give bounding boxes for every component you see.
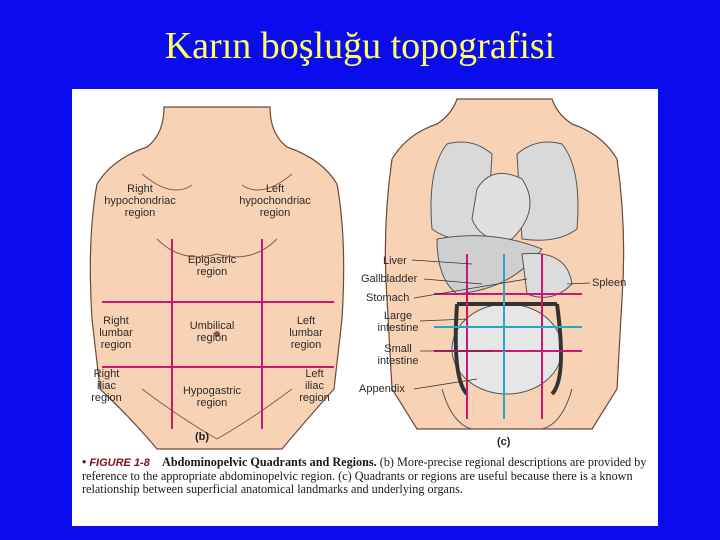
caption-figure-title: Abdominopelvic Quadrants and Regions. xyxy=(162,455,377,469)
anatomy-figure xyxy=(72,89,658,526)
caption-bullet: • xyxy=(82,455,87,469)
label-gallbladder: Gallbladder xyxy=(361,273,418,285)
label-epigastric: Epigastric region xyxy=(187,254,237,278)
label-right-iliac: Right iliac region xyxy=(91,368,122,404)
subfigure-b-label: (b) xyxy=(195,431,210,443)
label-small-intestine: Small intestine xyxy=(377,343,419,367)
figure-caption xyxy=(82,456,650,496)
label-hypogastric: Hypogastric region xyxy=(182,385,242,409)
label-spleen: Spleen xyxy=(592,277,627,289)
caption-text: (b) More-precise regional descriptions are provided by reference to the appropriate abdominopelvic region. (c) Quadrants or regions are useful because there is a known relationship between superficial anatomical landmarks and underlying organs. xyxy=(82,455,647,496)
subfigure-c-label: (c) xyxy=(497,436,511,448)
torso-c-illustration xyxy=(385,99,623,429)
label-right-hypochondriac: Right hypochondriac region xyxy=(104,183,176,219)
label-appendix: Appendix xyxy=(359,383,405,395)
label-right-lumbar: Right lumbar region xyxy=(99,315,133,351)
label-stomach: Stomach xyxy=(366,292,410,304)
label-left-lumbar: Left lumbar region xyxy=(289,315,323,351)
label-umbilical: Umbilical region xyxy=(189,320,235,344)
label-liver: Liver xyxy=(383,255,407,267)
slide-title: Karın boşluğu topografisi xyxy=(164,25,556,67)
caption-figure-number: FIGURE 1-8 xyxy=(89,457,150,469)
label-large-intestine: Large intestine xyxy=(377,310,419,334)
label-left-iliac: Left iliac region xyxy=(299,368,330,404)
label-left-hypochondriac: Left hypochondriac region xyxy=(239,183,311,219)
